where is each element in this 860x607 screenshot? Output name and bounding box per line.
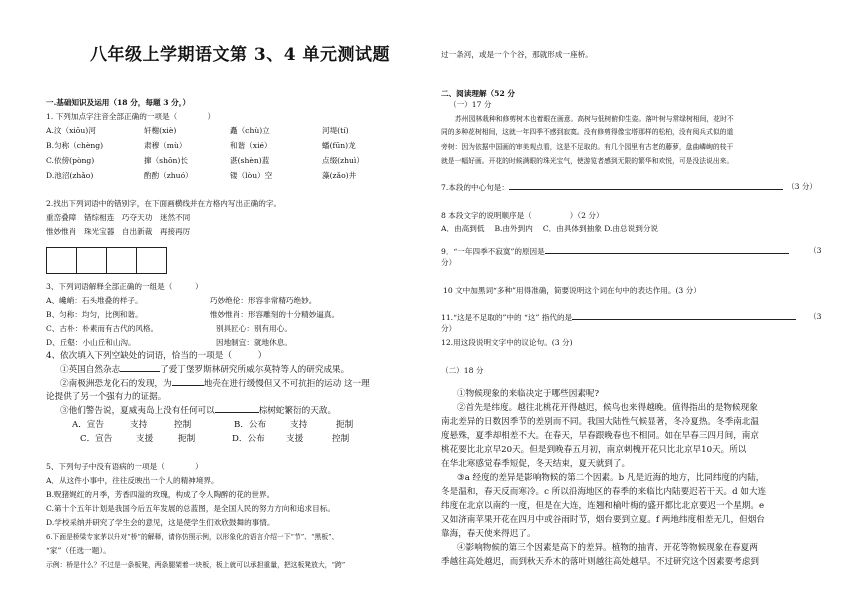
q1-d-4: 藻(zǎo)井 — [322, 171, 357, 180]
q4-opt-c-3: 扼制 — [178, 434, 196, 444]
passage2-line: ②首先是纬度。越往北桃花开得越迟，候鸟也来得越晚。值得指出的是物候现象 — [457, 403, 758, 413]
q1-d-3: 镂（lòu）空 — [230, 171, 273, 180]
q4-s1-a: ①英国自然杂志 — [60, 365, 121, 375]
q4-opt-a-3: 控制 — [174, 420, 192, 430]
q3-b-term2: 惟妙惟肖：形容雕刻的十分精妙逼真。 — [210, 310, 340, 319]
q5-b: B.贶猪娓红的月季，芳香四溢的玫瑰，构成了令人陶醉的花的世界。 — [46, 490, 275, 499]
section2-heading: 二、阅读理解（52 分 — [441, 89, 515, 98]
passage2-line: 桃花要比北京早20天。但是到晚春五月初，南京刺槐开花只比北京早10天。所以 — [441, 445, 747, 455]
q4-stem: 4、依次填入下列空缺处的词语，恰当的一项是（ ） — [46, 351, 267, 361]
q9-answer-line[interactable] — [545, 246, 789, 254]
q6-stem2: “家”（任选一题）。 — [46, 546, 111, 555]
q5-d: D.学校采纳并研究了学生会的意见，这是使学生们欢欣鼓舞的事情。 — [46, 518, 275, 527]
q1-b-4: 蟠(fūn)龙 — [322, 141, 356, 150]
q4-s2-b: 地壳在进行缓慢但又不可抗拒的运动 这一理 — [203, 379, 370, 389]
q4-opt-d-3: 控制 — [332, 434, 350, 444]
passage2-line: 冬是温和，春天反而寒冷。c 所以沿海地区的春季的来临比内陆要迟若干天。d 如大连 — [441, 487, 767, 497]
q5-a: A．从这件小事中，往往反映出一个人的精神境界。 — [46, 476, 219, 485]
q4-s3 — [60, 405, 336, 417]
q10: 10 文中加黑词“多种”用得准确，简要说明这个词在句中的表达作用。(3 分） — [443, 286, 701, 295]
passage2-line: 又如济南苹果开花在四月中或谷雨时节，烟台要到立夏。f 两地纬度相差无几，但烟台 — [441, 515, 765, 525]
q1-c-2: 撺（shōn)长 — [144, 156, 188, 165]
q1-b-1: B.匀称（chèng) — [46, 141, 104, 150]
q11-answer-line[interactable] — [572, 312, 796, 320]
q6-example-cont: 过一条河，或是一个个谷，那就形成一座桥。 — [441, 50, 593, 59]
q1-c-4: 点缀(zhuì） — [322, 156, 364, 165]
q12: 12.用这段说明文字中的议论句。(3 分) — [441, 338, 573, 347]
q4-s3-a: ③他们警告说，夏威夷岛上没有任何可以 — [60, 406, 215, 416]
q9 — [441, 246, 789, 257]
q7-answer-line[interactable] — [509, 182, 783, 190]
passage2-line: 南北差异的日数因季节的差别而不同。我国大陆性气候显著，冬冷夏热。冬季南北温 — [441, 417, 759, 427]
q4-opt-b-2: 支持 — [290, 420, 308, 430]
q4-s2-a: ②南极洲恐龙化石的发现，为 — [60, 379, 172, 389]
answer-box[interactable] — [136, 247, 167, 274]
q5-stem: 5、下列句子中没有语病的一项是（ ） — [46, 462, 203, 471]
q11 — [441, 312, 796, 323]
answer-boxes — [46, 247, 166, 274]
passage2-line: ④影响物候的第三个因素是高下的差异。植物的抽青、开花等物候现象在春夏两 — [457, 543, 758, 553]
q3-d-term: D、丘壑：小山丘和山沟。 — [46, 338, 136, 347]
q1-a-4: 河堤(tí) — [322, 126, 349, 135]
q7-stem: 7.本段的中心句是： — [441, 183, 509, 192]
q7-score: （3 分） — [787, 182, 818, 191]
passage2-line: ③a 经度的差异是影响物候的第二个因素。b 凡是近海的地方，比同纬度的内陆， — [457, 473, 765, 483]
q4-blank-2[interactable] — [172, 378, 204, 386]
q4-blank-3[interactable] — [215, 405, 259, 413]
q6-stem: 6.下面是桥梁专家茅以升对“桥”的解释，请你仿照示例，以形象化的语言介绍一下“节”、“黑板”、 — [46, 533, 339, 541]
passage1-line: 苏州园林栽种和修剪树木也着眼在画意。高树与低树俯仰生姿。落叶树与常绿树相间，花时不 — [455, 115, 734, 123]
q4-s3-b: 棕树蛇繁衍的天敌。 — [258, 406, 337, 416]
section1-heading: 一.基础知识及运用（18 分，每题 3 分，） — [46, 98, 191, 107]
q4-opt-c-2: 支援 — [136, 434, 154, 444]
q4-opt-a[interactable]: A．宣告 — [72, 420, 104, 430]
q4-blank-1[interactable] — [120, 364, 160, 372]
q4-opt-b-3: 扼制 — [336, 420, 354, 430]
q3-b-term: B、匀称：均匀，比例和谐。 — [46, 310, 143, 319]
q4-opt-d[interactable]: D．公布 — [232, 434, 265, 444]
part1-heading: （一）17 分 — [449, 100, 492, 109]
page-title: 八年级上学期语文第 3、4 单元测试题 — [90, 45, 390, 65]
q3-c-term2: 别具匠心：别有用心。 — [216, 324, 292, 333]
q3-a-term: A、巉峭：石头堆叠的样子。 — [46, 296, 143, 305]
q1-stem: 1. 下列加点字注音全部正确的一项是（ ） — [46, 112, 216, 121]
q9-stem: 9．“一年四季不寂寞”的原因是 — [441, 247, 545, 256]
q2-line1: 重峦叠障 错综相连 巧夺天功 迷然不同 — [46, 213, 191, 222]
q8-options: A．由高到低 B.由外到内 C．由具体到抽象 D.由总说到分说 — [441, 224, 659, 233]
passage2-line: ①物候现象的来临决定于哪些因素呢? — [457, 389, 600, 399]
q1-a-1: A.汶（xiōu)河 — [46, 126, 96, 135]
q3-a-term2: 巧妙绝伦：形容非常精巧绝妙。 — [210, 296, 317, 305]
answer-box[interactable] — [46, 247, 77, 274]
q4-s2c: 论提供了另一个强有力的证据。 — [46, 392, 167, 402]
q4-opt-c[interactable]: C．宣告 — [80, 434, 113, 444]
answer-box[interactable] — [76, 247, 107, 274]
q2-line2: 惟妙惟肖 珠光宝器 自出新裁 再接再厉 — [46, 227, 191, 236]
q1-c-3: 湛(shèn)蓝 — [230, 156, 270, 165]
passage2-line: 季越往高处越迟，而到秋天乔木的落叶则越往高处越早。不过研究这个因素要考虑到 — [441, 557, 759, 567]
q11-score-unit: 分） — [441, 324, 457, 333]
q1-a-3: 矗（chù)立 — [230, 126, 270, 135]
q3-d-term2: 因地制宜：就地休息。 — [216, 338, 292, 347]
passage2-line: 靠海，春天使来得迟了。 — [441, 529, 536, 539]
q11-score: （3 — [809, 312, 822, 321]
q4-opt-d-2: 支援 — [286, 434, 304, 444]
passage2-line: 纬度在北京以南约一度，但是在大连，连翘和榆叶梅的盛开都比北京要迟一个星期。e — [441, 501, 765, 511]
q4-s1-b: 了爱丁堡罗斯林研究所威尔莫特等人的研究成果。 — [160, 365, 350, 375]
q4-opt-b[interactable]: B．公布 — [234, 420, 267, 430]
q5-c: C.第十个五年计划是我国今后五年发展的总蓝图，是全国人民的努力方向和追求目标。 — [46, 504, 335, 513]
q4-s2 — [60, 378, 370, 390]
q7 — [441, 182, 783, 193]
passage1-line: 旁树：因为依据中国画的审美观点看，这是不足取的。有几个园里有古老的藤萝，盘曲嶙峋的枝干 — [441, 143, 734, 151]
q3-stem: 3、下列词语解释全部正确的一组是（ ） — [46, 282, 203, 291]
q8-stem: 8 本段文字的说明顺序是（ ）（2 分） — [441, 211, 604, 220]
passage2-line: 度悬殊，夏季却相差不大。在春天，早春跟晚春也不相同。如在早春三四月间，南京 — [441, 431, 759, 441]
q2-stem: 2.找出下列词语中的错别字，在下面画横线并在方格内写出正确的字。 — [46, 199, 282, 208]
passage1-line: 就是一幅好画。开花的时候满眼的珠光宝气，使游览者感到无限的繁华和欢悦，可是没法说出来。 — [441, 157, 734, 165]
q4-opt-a-2: 支持 — [130, 420, 148, 430]
q1-d-2: 酌酌（zhuó） — [144, 171, 193, 180]
q1-b-3: 和谐（xié） — [230, 141, 272, 150]
q1-a-2: 轩榭(xiè) — [144, 126, 177, 135]
q4-s1 — [60, 364, 349, 376]
passage1-line: 同的多种花树相间，这就一年四季不感到寂寞。没有修剪得像宝塔那样的松柏，没有阅兵式似的道 — [441, 128, 734, 136]
q11-stem: 11.“这是不足取的”中的 “这” 指代的是 — [441, 313, 573, 322]
q9-score-unit: 分） — [441, 258, 457, 267]
passage2-line: 在华北寒感觉春季短促，冬天结束，夏天就到了。 — [441, 459, 631, 469]
q3-c-term: C、古朴：朴素而有古代的风格。 — [46, 324, 159, 333]
answer-box[interactable] — [106, 247, 137, 274]
q9-score: （3 — [809, 246, 822, 255]
q1-b-2: 肃穆（mù） — [144, 141, 187, 150]
q6-example: 示例：桥是什么？不过是一条板凳，两条腿架着一块板，板上就可以承担重量，把这板凳放大，“跨” — [46, 561, 346, 569]
part2-heading: （二）18 分 — [441, 366, 484, 375]
q1-c-1: C.依傍(pòng) — [46, 156, 95, 165]
q1-d-1: D.池沼(zhǎo) — [46, 171, 94, 180]
